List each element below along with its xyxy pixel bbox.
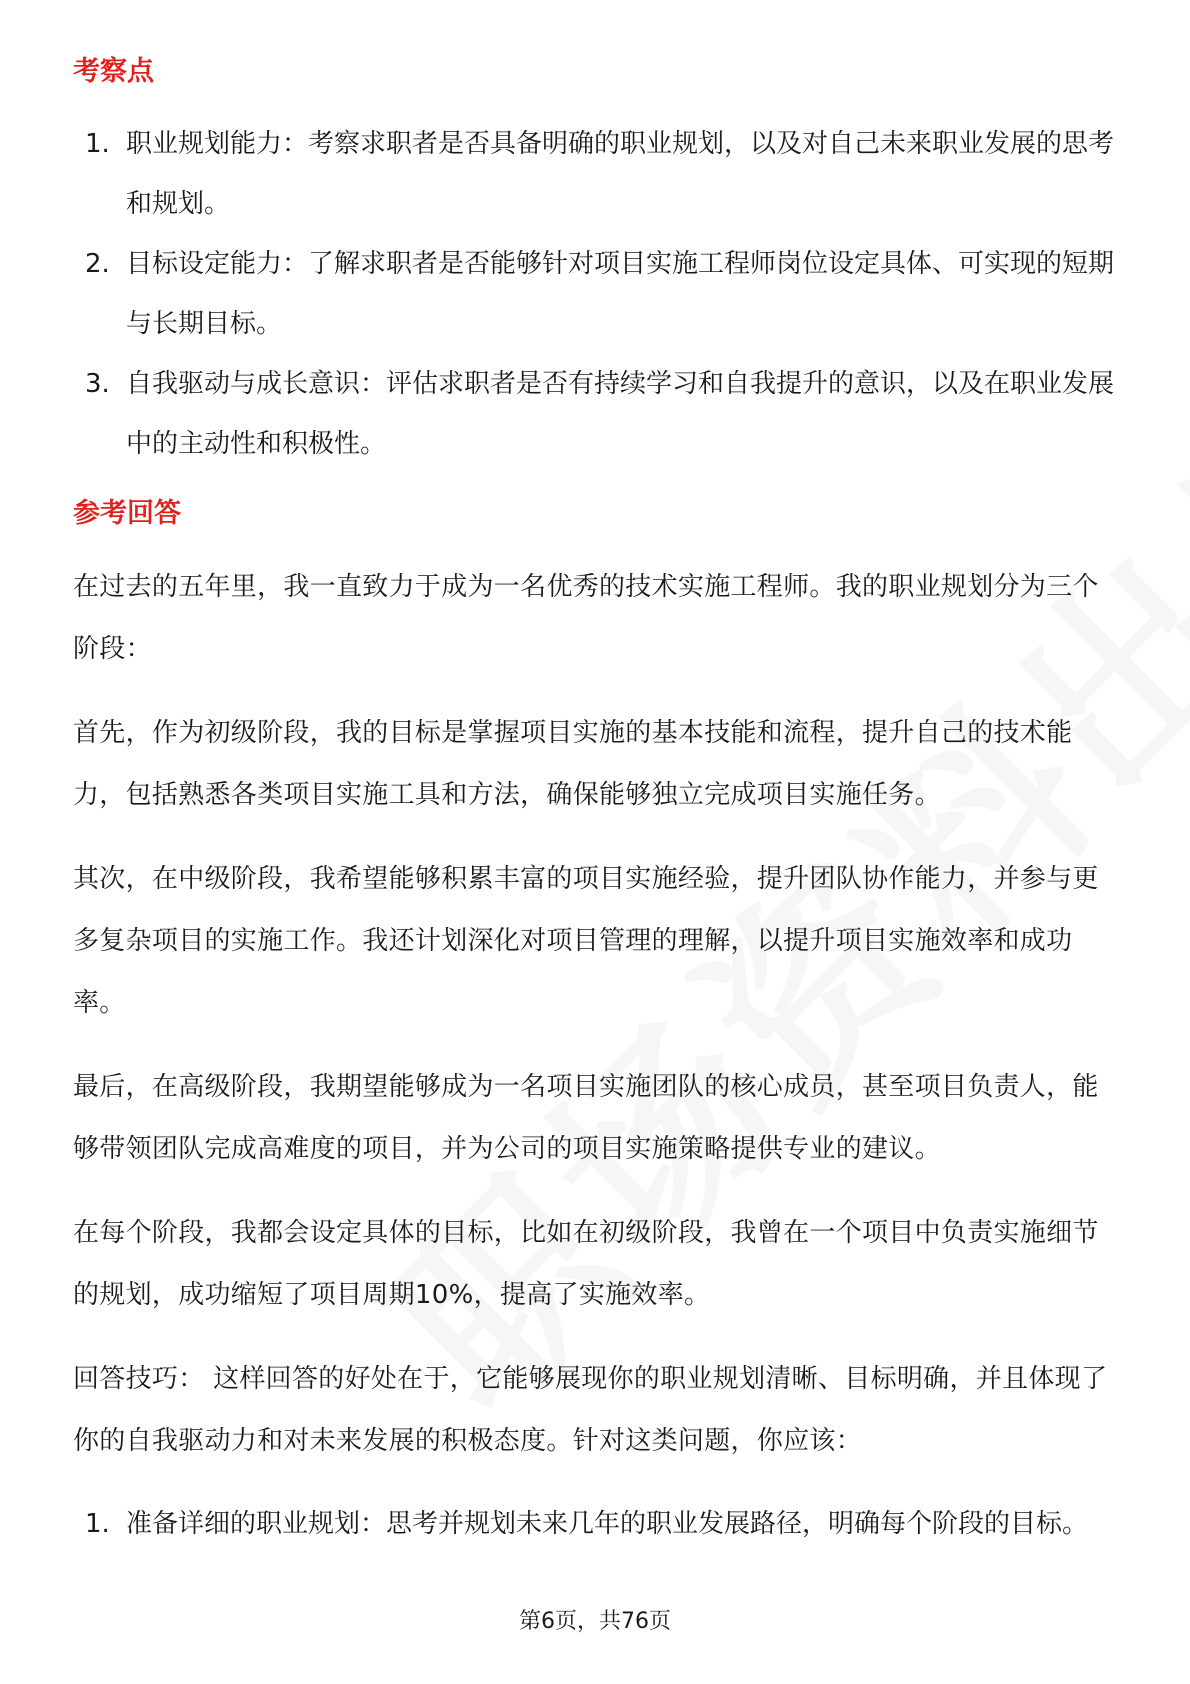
list-item-text: 目标设定能力：了解求职者是否能够针对项目实施工程师岗位设定具体、可实现的短期与长期目标。 xyxy=(126,249,1115,339)
answer-paragraph: 首先，作为初级阶段，我的目标是掌握项目实施的基本技能和流程，提升自己的技术能力，包括熟悉各类项目实施工具和方法，确保能够独立完成项目实施任务。 xyxy=(73,718,1073,810)
answer-tips-list xyxy=(73,1494,1123,1554)
list-item-number: 1. xyxy=(85,129,110,159)
answer-paragraph: 其次，在中级阶段，我希望能够积累丰富的项目实施经验，提升团队协作能力，并参与更多复杂项目的实施工作。我还计划深化对项目管理的理解，以提升项目实施效率和成功率。 xyxy=(73,864,1099,1018)
answer-paragraph: 最后，在高级阶段，我期望能够成为一名项目实施团队的核心成员，甚至项目负责人，能够带领团队完成高难度的项目，并为公司的项目实施策略提供专业的建议。 xyxy=(73,1072,1099,1164)
answer-tips-paragraph: 回答技巧： 这样回答的好处在于，它能够展现你的职业规划清晰、目标明确，并且体现了你的自我驱动力和对未来发展的积极态度。针对这类问题，你应该： xyxy=(73,1364,1108,1456)
answer-paragraph: 在过去的五年里，我一直致力于成为一名优秀的技术实施工程师。我的职业规划分为三个阶段： xyxy=(73,572,1099,664)
list-item-number: 1. xyxy=(85,1509,110,1539)
answer-paragraph: 在每个阶段，我都会设定具体的目标，比如在初级阶段，我曾在一个项目中负责实施细节的规划，成功缩短了项目周期10%，提高了实施效率。 xyxy=(73,1218,1099,1310)
section-heading-reference-answer: 参考回答 xyxy=(73,498,181,529)
list-item-number: 3. xyxy=(85,369,110,399)
section-heading-assessment-points: 考察点 xyxy=(73,56,154,87)
page-number-footer: 第6页，共76页 xyxy=(519,1609,671,1634)
list-item-number: 2. xyxy=(85,249,110,279)
assessment-points-list xyxy=(73,114,1123,474)
list-item-text: 准备详细的职业规划：思考并规划未来几年的职业发展路径，明确每个阶段的目标。 xyxy=(126,1509,1089,1539)
list-item xyxy=(73,234,1123,354)
list-item-text: 职业规划能力：考察求职者是否具备明确的职业规划，以及对自己未来职业发展的思考和规划。 xyxy=(126,129,1115,219)
page-content xyxy=(73,50,1123,1554)
list-item xyxy=(73,1494,1123,1554)
list-item xyxy=(73,114,1123,234)
list-item xyxy=(73,354,1123,474)
list-item-text: 自我驱动与成长意识：评估求职者是否有持续学习和自我提升的意识，以及在职业发展中的主动性和积极性。 xyxy=(126,369,1115,459)
